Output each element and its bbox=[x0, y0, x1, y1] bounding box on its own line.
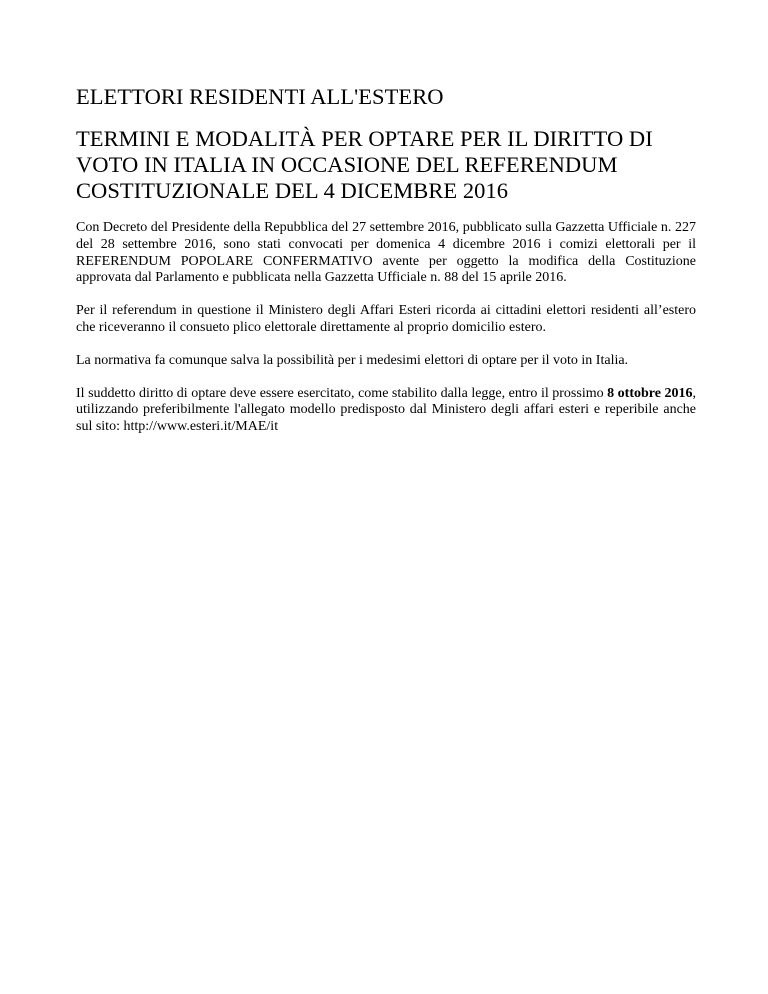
document-heading-electors: ELETTORI RESIDENTI ALL'ESTERO bbox=[76, 84, 444, 109]
paragraph-decree: Con Decreto del Presidente della Repubblica del 27 settembre 2016, pubblicato sulla Gazzetta Ufficiale n. 227 del 28 settembre 2016, sono stati convocati per domenica 4 dicembre 2016 i comizi elettorali per il REFERENDUM POPOLARE CONFERMATIVO avente per oggetto la modifica della Costituzione approvata dal Parlamento e pubblicata nella Gazzetta Ufficiale n. 88 del 15 aprile 2016. bbox=[76, 220, 696, 286]
document-heading-terms: TERMINI E MODALITÀ PER OPTARE PER IL DIRITTO DI VOTO IN ITALIA IN OCCASIONE DEL REFERENDUM COSTITUZIONALE DEL 4 DICEMBRE 2016 bbox=[76, 126, 653, 203]
paragraph-option: La normativa fa comunque salva la possibilità per i medesimi elettori di optare per il voto in Italia. bbox=[76, 352, 629, 368]
paragraph-ministry: Per il referendum in questione il Ministero degli Affari Esteri ricorda ai cittadini elettori residenti all’estero che riceveranno il consueto plico elettorale direttamente al proprio domicilio estero. bbox=[76, 303, 696, 335]
deadline-date: 8 ottobre 2016 bbox=[607, 385, 693, 401]
deadline-text-before: Il suddetto diritto di optare deve essere esercitato, come stabilito dalla legge, entro il prossimo bbox=[76, 385, 608, 401]
document-page bbox=[76, 84, 696, 452]
paragraph-deadline bbox=[76, 386, 696, 436]
deadline-text-after: , utilizzando preferibilmente l'allegato modello predisposto dal Ministero degli affari esteri e reperibile anche sul sito: http://www.esteri.it/MAE/it bbox=[76, 385, 696, 435]
